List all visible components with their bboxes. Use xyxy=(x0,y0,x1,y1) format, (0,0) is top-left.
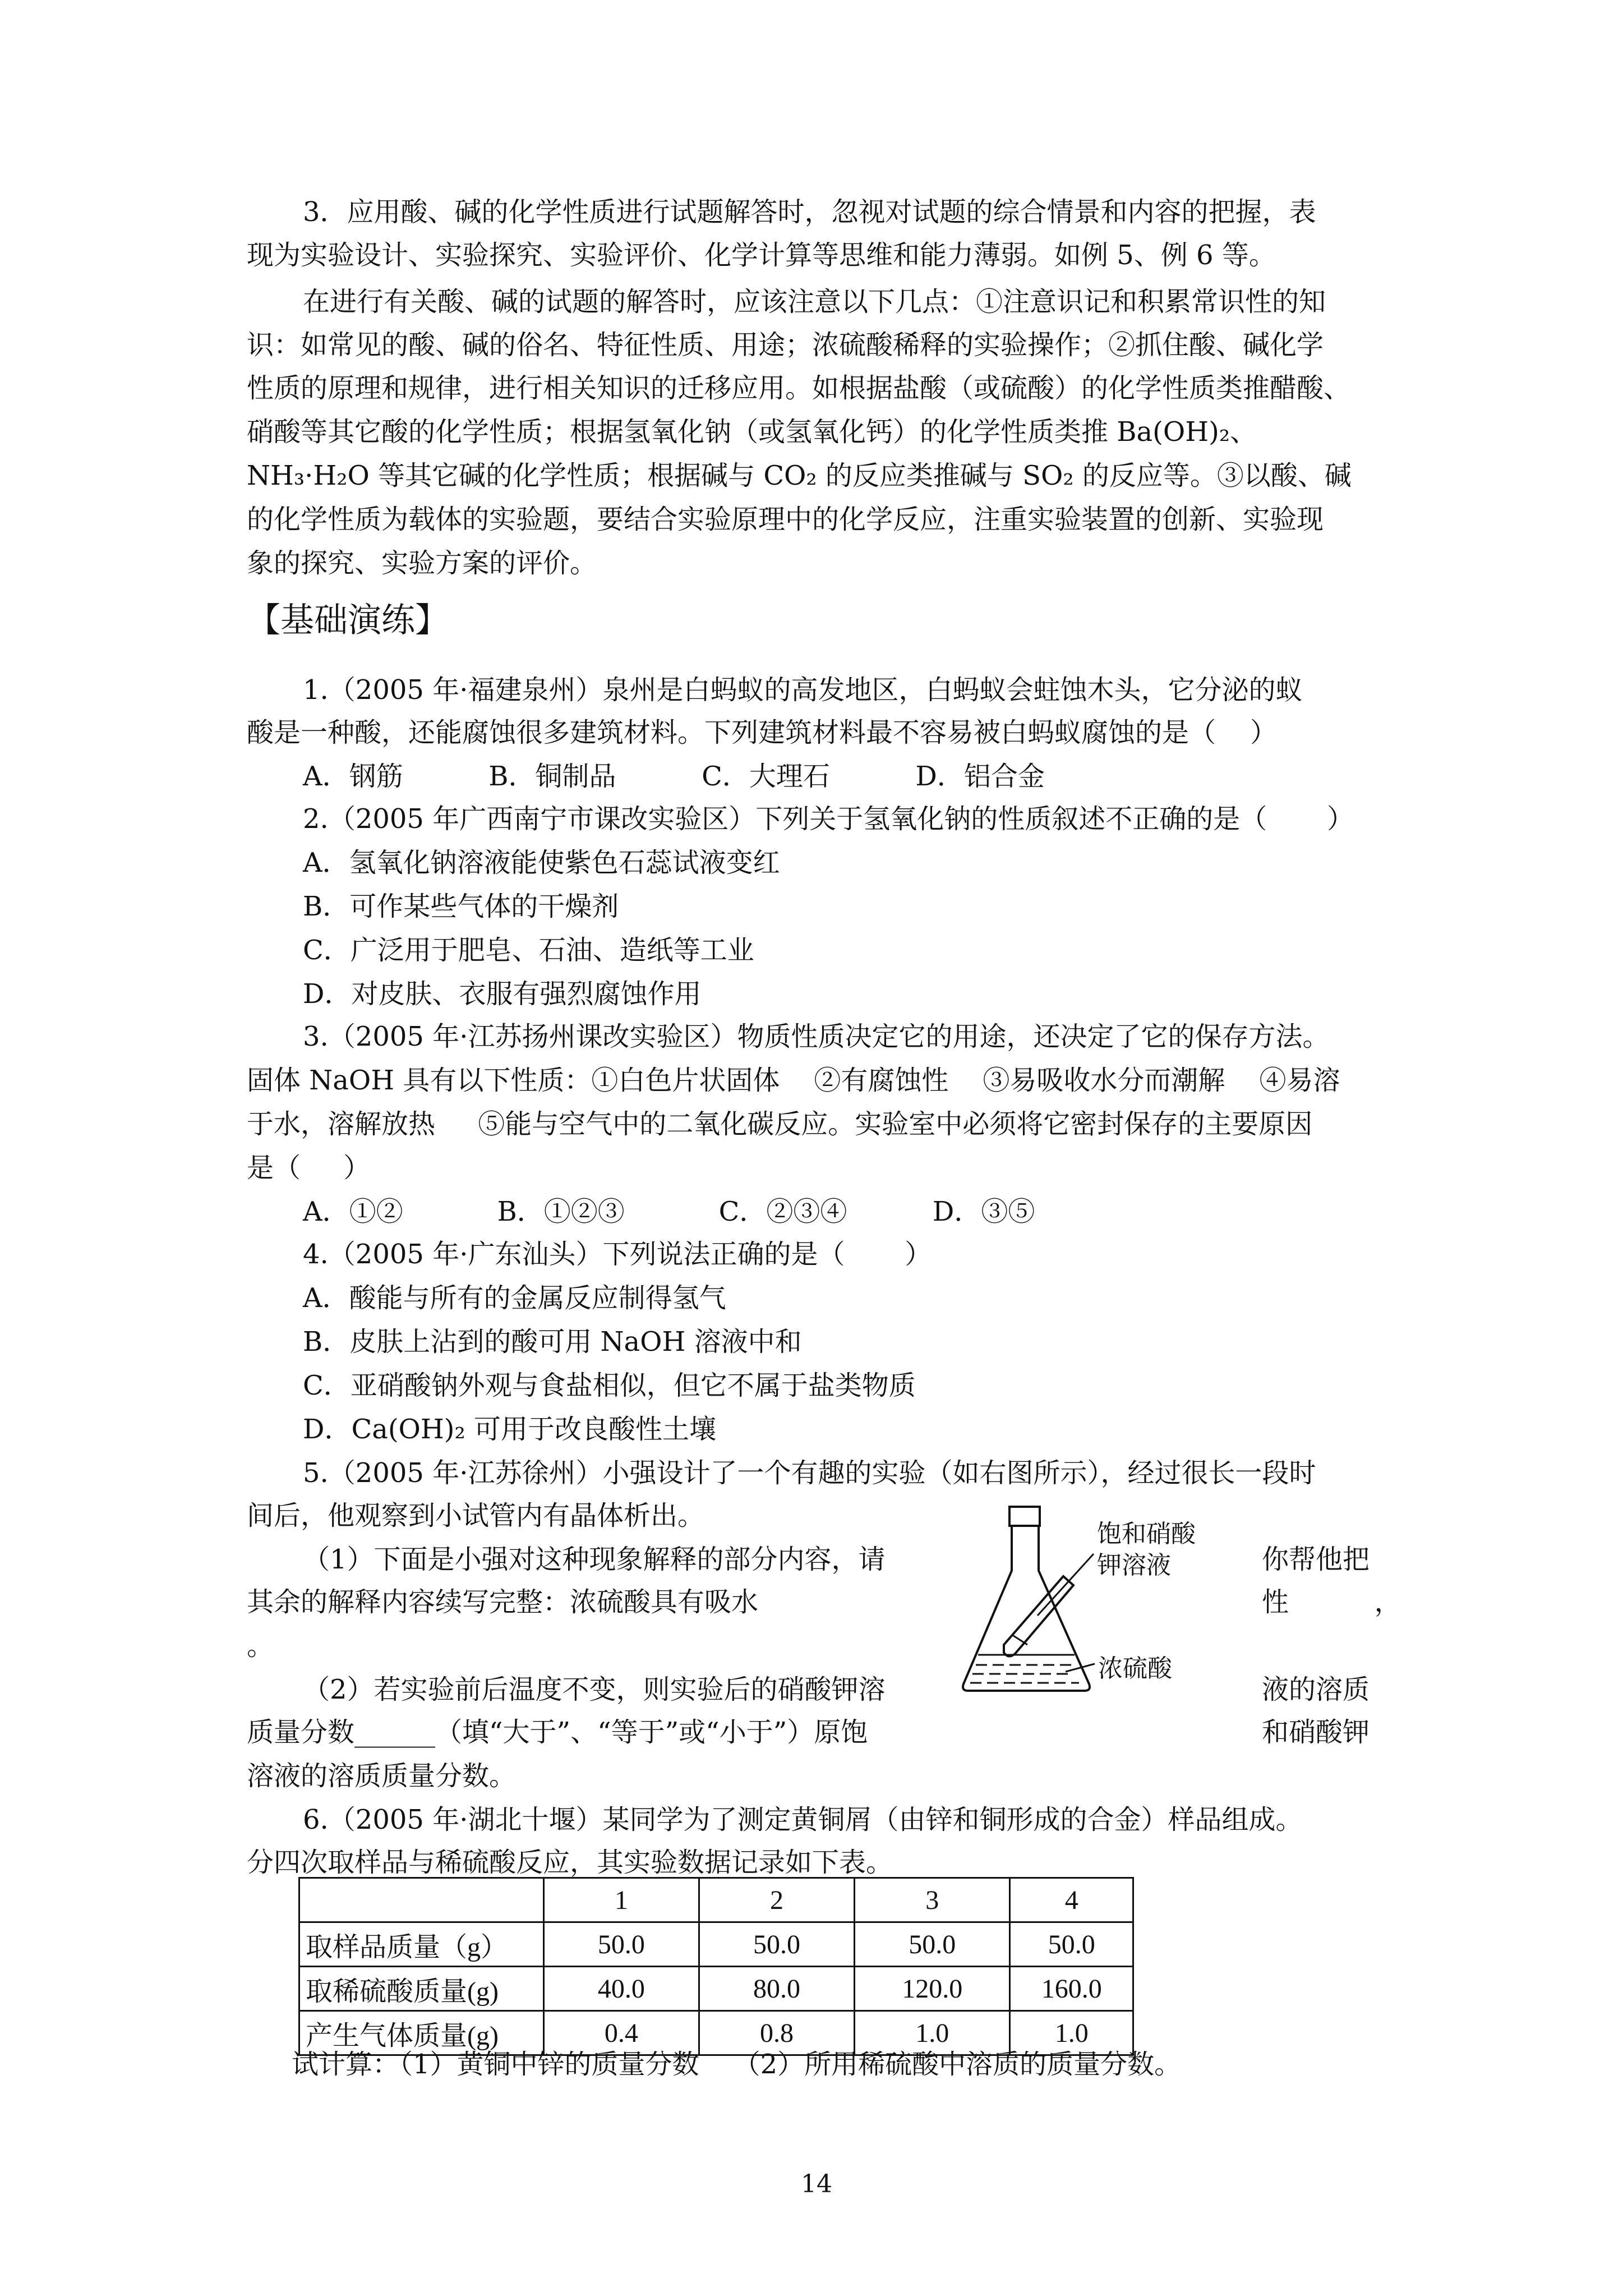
q5-part2-line-1: （2）若实验前后温度不变，则实验后的硝酸钾溶 xyxy=(303,1674,886,1705)
intro-line-1: 3．应用酸、碱的化学性质进行试题解答时，忽视对试题的综合情景和内容的把握，表 xyxy=(303,196,1316,228)
q6-line-2: 分四次取样品与稀硫酸反应，其实验数据记录如下表。 xyxy=(247,1847,893,1878)
q5-part1-right-2: 性 ， xyxy=(1262,1586,1401,1618)
table-header-cell: 1 xyxy=(543,1878,699,1922)
intro-line-2: 现为实验设计、实验探究、实验评价、化学计算等思维和能力薄弱。如例 5、例 6 等。 xyxy=(247,240,1276,271)
q2-option-a: A．氢氧化钠溶液能使紫色石蕊试液变红 xyxy=(303,847,780,878)
table-cell: 40.0 xyxy=(543,1967,699,2011)
q4-option-b: B．皮肤上沾到的酸可用 NaOH 溶液中和 xyxy=(303,1326,802,1358)
acid-liquid xyxy=(970,1665,1079,1683)
q3-line-3: 于水，溶解放热 ⑤能与空气中的二氧化碳反应。实验室中必须将它密封保存的主要原因 xyxy=(247,1108,1313,1140)
q2-option-b: B．可作某些气体的干燥剂 xyxy=(303,891,619,922)
q4-stem: 4.（2005 年·广东汕头）下列说法正确的是（ ） xyxy=(303,1239,932,1270)
table-row xyxy=(299,1922,1133,1967)
page-number: 14 xyxy=(801,2170,832,2198)
q5-line-1: 5.（2005 年·江苏徐州）小强设计了一个有趣的实验（如右图所示），经过很长一段时 xyxy=(303,1457,1316,1489)
q4-option-d: D．Ca(OH)₂ 可用于改良酸性土壤 xyxy=(303,1414,716,1445)
intro-line-8: 的化学性质为载体的实验题，要结合实验原理中的化学反应，注重实验装置的创新、实验现 xyxy=(247,504,1324,535)
table-row-header: 产生气体质量(g) xyxy=(299,2011,544,2055)
label-concentrated-sulfuric-acid: 浓硫酸 xyxy=(1098,1654,1172,1683)
label-potassium-solution: 钾溶液 xyxy=(1097,1551,1171,1580)
table-cell: 0.4 xyxy=(543,2011,699,2055)
q5-part2-line-3: 溶液的溶质质量分数。 xyxy=(247,1760,517,1792)
table-cell: 1.0 xyxy=(855,2011,1010,2055)
intro-line-4: 识：如常见的酸、碱的俗名、特征性质、用途；浓硫酸稀释的实验操作；②抓住酸、碱化学 xyxy=(247,329,1324,361)
table-cell: 120.0 xyxy=(855,1967,1010,2011)
q2-option-d: D．对皮肤、衣服有强烈腐蚀作用 xyxy=(303,978,702,1010)
table-cell: 50.0 xyxy=(543,1922,699,1967)
tube-liquid-surface xyxy=(1012,1635,1027,1645)
q1-options: A．钢筋 B．铜制品 C．大理石 D．铝合金 xyxy=(303,761,1045,792)
section-title: 【基础演练】 xyxy=(247,601,449,640)
table-cell: 80.0 xyxy=(699,1967,854,2011)
intro-line-7: NH₃·H₂O 等其它碱的化学性质；根据碱与 CO₂ 的反应类推碱与 SO₂ 的反应等。③以酸、碱 xyxy=(247,460,1352,491)
q2-option-c: C．广泛用于肥皂、石油、造纸等工业 xyxy=(303,935,754,966)
q5-part1-line-1: （1）下面是小强对这种现象解释的部分内容，请 xyxy=(303,1544,886,1575)
q5-part2-line-2: 质量分数______（填“大于”、“等于”或“小于”）原饱 xyxy=(247,1717,868,1748)
q1-line-1: 1.（2005 年·福建泉州）泉州是白蚂蚁的高发地区，白蚂蚁会蛀蚀木头，它分泌的蚁 xyxy=(303,674,1303,706)
table-cell: 160.0 xyxy=(1010,1967,1133,2011)
q2-stem: 2.（2005 年广西南宁市课改实验区）下列关于氢氧化钠的性质叙述不正确的是（ ） xyxy=(303,803,1354,835)
q5-part2-right-1: 液的溶质 xyxy=(1262,1674,1370,1705)
q4-option-a: A．酸能与所有的金属反应制得氢气 xyxy=(303,1282,726,1314)
table-cell: 1.0 xyxy=(1010,2011,1133,2055)
intro-line-3: 在进行有关酸、碱的试题的解答时，应该注意以下几点：①注意识记和积累常识性的知 xyxy=(303,286,1326,318)
table-row xyxy=(299,1967,1133,2011)
data-table xyxy=(298,1877,1134,2056)
q6-after-table: 试计算：（1）黄铜中锌的质量分数 （2）所用稀硫酸中溶质的质量分数。 xyxy=(292,2049,1182,2080)
q5-part1-right-1: 你帮他把 xyxy=(1262,1544,1370,1575)
table-cell: 50.0 xyxy=(855,1922,1010,1967)
flask-stopper xyxy=(1009,1507,1040,1526)
q5-part1-line-3: 。 xyxy=(247,1630,274,1662)
table-header-cell: 2 xyxy=(699,1878,854,1922)
q1-line-2: 酸是一种酸，还能腐蚀很多建筑材料。下列建筑材料最不容易被白蚂蚁腐蚀的是（ ） xyxy=(247,717,1278,748)
flask-body xyxy=(963,1526,1090,1691)
table-cell: 0.8 xyxy=(699,2011,854,2055)
flask-figure xyxy=(953,1503,1256,1717)
label-saturated-nitrate: 饱和硝酸 xyxy=(1097,1520,1196,1548)
q3-line-1: 3.（2005 年·江苏扬州课改实验区）物质性质决定它的用途，还决定了它的保存方法。 xyxy=(303,1021,1330,1052)
q5-line-2: 间后，他观察到小试管内有晶体析出。 xyxy=(247,1500,705,1531)
intro-line-6: 硝酸等其它酸的化学性质；根据氢氧化钠（或氢氧化钙）的化学性质类推 Ba(OH)₂、 xyxy=(247,416,1257,448)
table-cell: 50.0 xyxy=(1010,1922,1133,1967)
table-header-cell xyxy=(299,1878,544,1922)
table-header-cell: 4 xyxy=(1010,1878,1133,1922)
q3-line-4: 是（ ） xyxy=(247,1152,371,1184)
intro-line-5: 性质的原理和规律，进行相关知识的迁移应用。如根据盐酸（或硫酸）的化学性质类推醋酸、 xyxy=(247,372,1351,404)
q3-line-2: 固体 NaOH 具有以下性质：①白色片状固体 ②有腐蚀性 ③易吸收水分而潮解 ④易溶 xyxy=(247,1065,1340,1096)
table-row-header: 取稀硫酸质量(g) xyxy=(299,1967,544,2011)
table-row-header: 取样品质量（g） xyxy=(299,1922,544,1967)
q5-part1-line-2: 其余的解释内容续写完整：浓硫酸具有吸水 xyxy=(247,1586,759,1618)
table-header-cell: 3 xyxy=(855,1878,1010,1922)
table-header-row xyxy=(299,1878,1133,1922)
q5-part2-right-2: 和硝酸钾 xyxy=(1262,1717,1370,1748)
q4-option-c: C．亚硝酸钠外观与食盐相似，但它不属于盐类物质 xyxy=(303,1370,916,1401)
q6-line-1: 6.（2005 年·湖北十堰）某同学为了测定黄铜屑（由锌和铜形成的合金）样品组成。 xyxy=(303,1804,1303,1835)
table-cell: 50.0 xyxy=(699,1922,854,1967)
intro-line-9: 象的探究、实验方案的评价。 xyxy=(247,547,597,579)
q3-options: A．①② B．①②③ C．②③④ D．③⑤ xyxy=(303,1196,1035,1227)
